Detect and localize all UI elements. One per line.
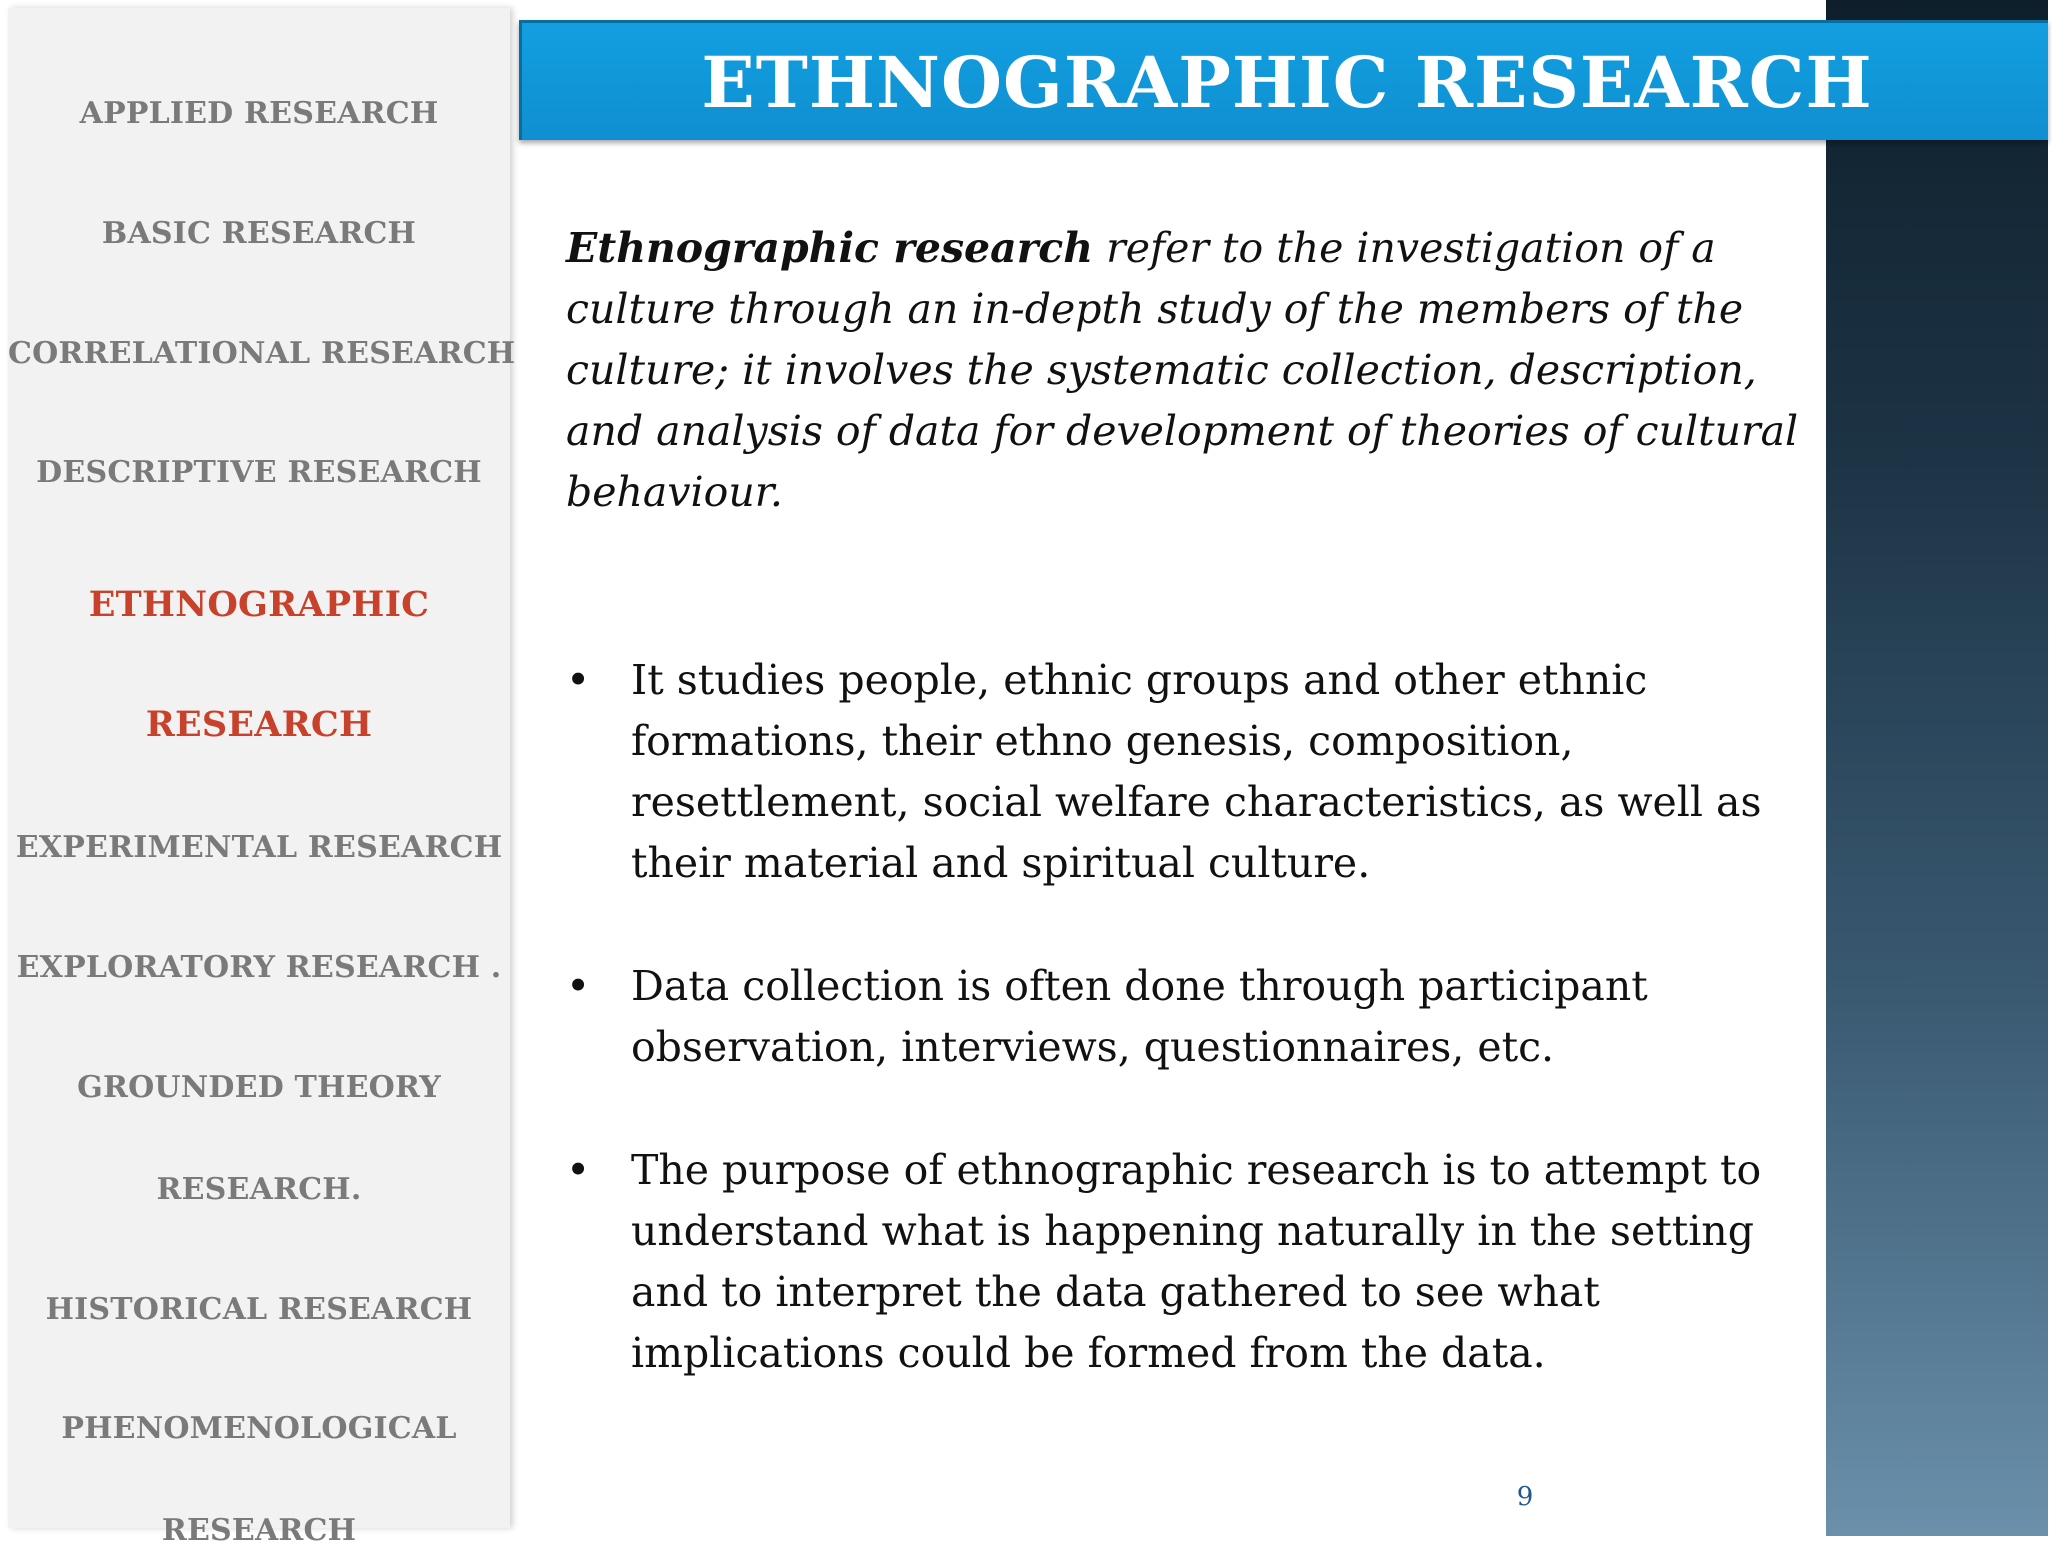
definition-text: refer to the investigation of a culture through an in-depth study of the members of the culture; it involves the systematic collection, description, and analysis of data for development of theories of cultural behaviour. xyxy=(566,224,1799,516)
sidebar-item-correlational-research[interactable]: CORRELATIONAL RESEARCH xyxy=(8,336,516,371)
sidebar-item-historical-research[interactable]: HISTORICAL RESEARCH xyxy=(45,1292,473,1327)
sidebar-item-ethnographic-research-line1[interactable]: ETHNOGRAPHIC xyxy=(88,584,430,625)
bullet-marker: • xyxy=(566,656,591,704)
sidebar-item-phenomenological-line1[interactable]: PHENOMENOLOGICAL xyxy=(61,1411,457,1446)
decorative-gradient-strip xyxy=(1826,0,2048,1536)
definition-term: Ethnographic research xyxy=(566,224,1094,272)
bullet-marker: • xyxy=(566,1146,591,1194)
title-bar xyxy=(519,20,2048,140)
bullet-text: The purpose of ethnographic research is to attempt to understand what is happening naturally in the setting and to interpret the data gathered to see what implications could be formed from the data. xyxy=(631,1146,1762,1377)
bullet-text: Data collection is often done through participant observation, interviews, questionnaires, etc. xyxy=(631,962,1648,1071)
sidebar-item-experimental-research[interactable]: EXPERIMENTAL RESEARCH xyxy=(15,830,503,865)
bullet-marker: • xyxy=(566,962,591,1010)
sidebar-item-grounded-theory-line2[interactable]: RESEARCH. xyxy=(156,1172,362,1207)
definition-paragraph xyxy=(566,218,1828,523)
sidebar-item-grounded-theory-line1[interactable]: GROUNDED THEORY xyxy=(77,1070,441,1105)
slide-content xyxy=(566,218,1828,1377)
sidebar-item-phenomenological-line2[interactable]: RESEARCH xyxy=(161,1513,357,1548)
sidebar-item-descriptive-research[interactable]: DESCRIPTIVE RESEARCH xyxy=(36,455,482,490)
sidebar-item-ethnographic-research-line2[interactable]: RESEARCH xyxy=(145,704,373,745)
page-number: 9 xyxy=(1516,1482,1534,1512)
sidebar-item-applied-research[interactable]: APPLIED RESEARCH xyxy=(79,96,439,131)
sidebar-item-basic-research[interactable]: BASIC RESEARCH xyxy=(101,216,417,251)
sidebar-nav xyxy=(8,8,516,1548)
sidebar-item-exploratory-research[interactable]: EXPLORATORY RESEARCH . xyxy=(16,950,502,985)
page-title: ETHNOGRAPHIC RESEARCH xyxy=(701,41,1873,124)
bullet-text: It studies people, ethnic groups and other ethnic formations, their ethno genesis, composition, resettlement, social welfare characteristics, as well as their material and spiritual culture. xyxy=(631,656,1762,887)
